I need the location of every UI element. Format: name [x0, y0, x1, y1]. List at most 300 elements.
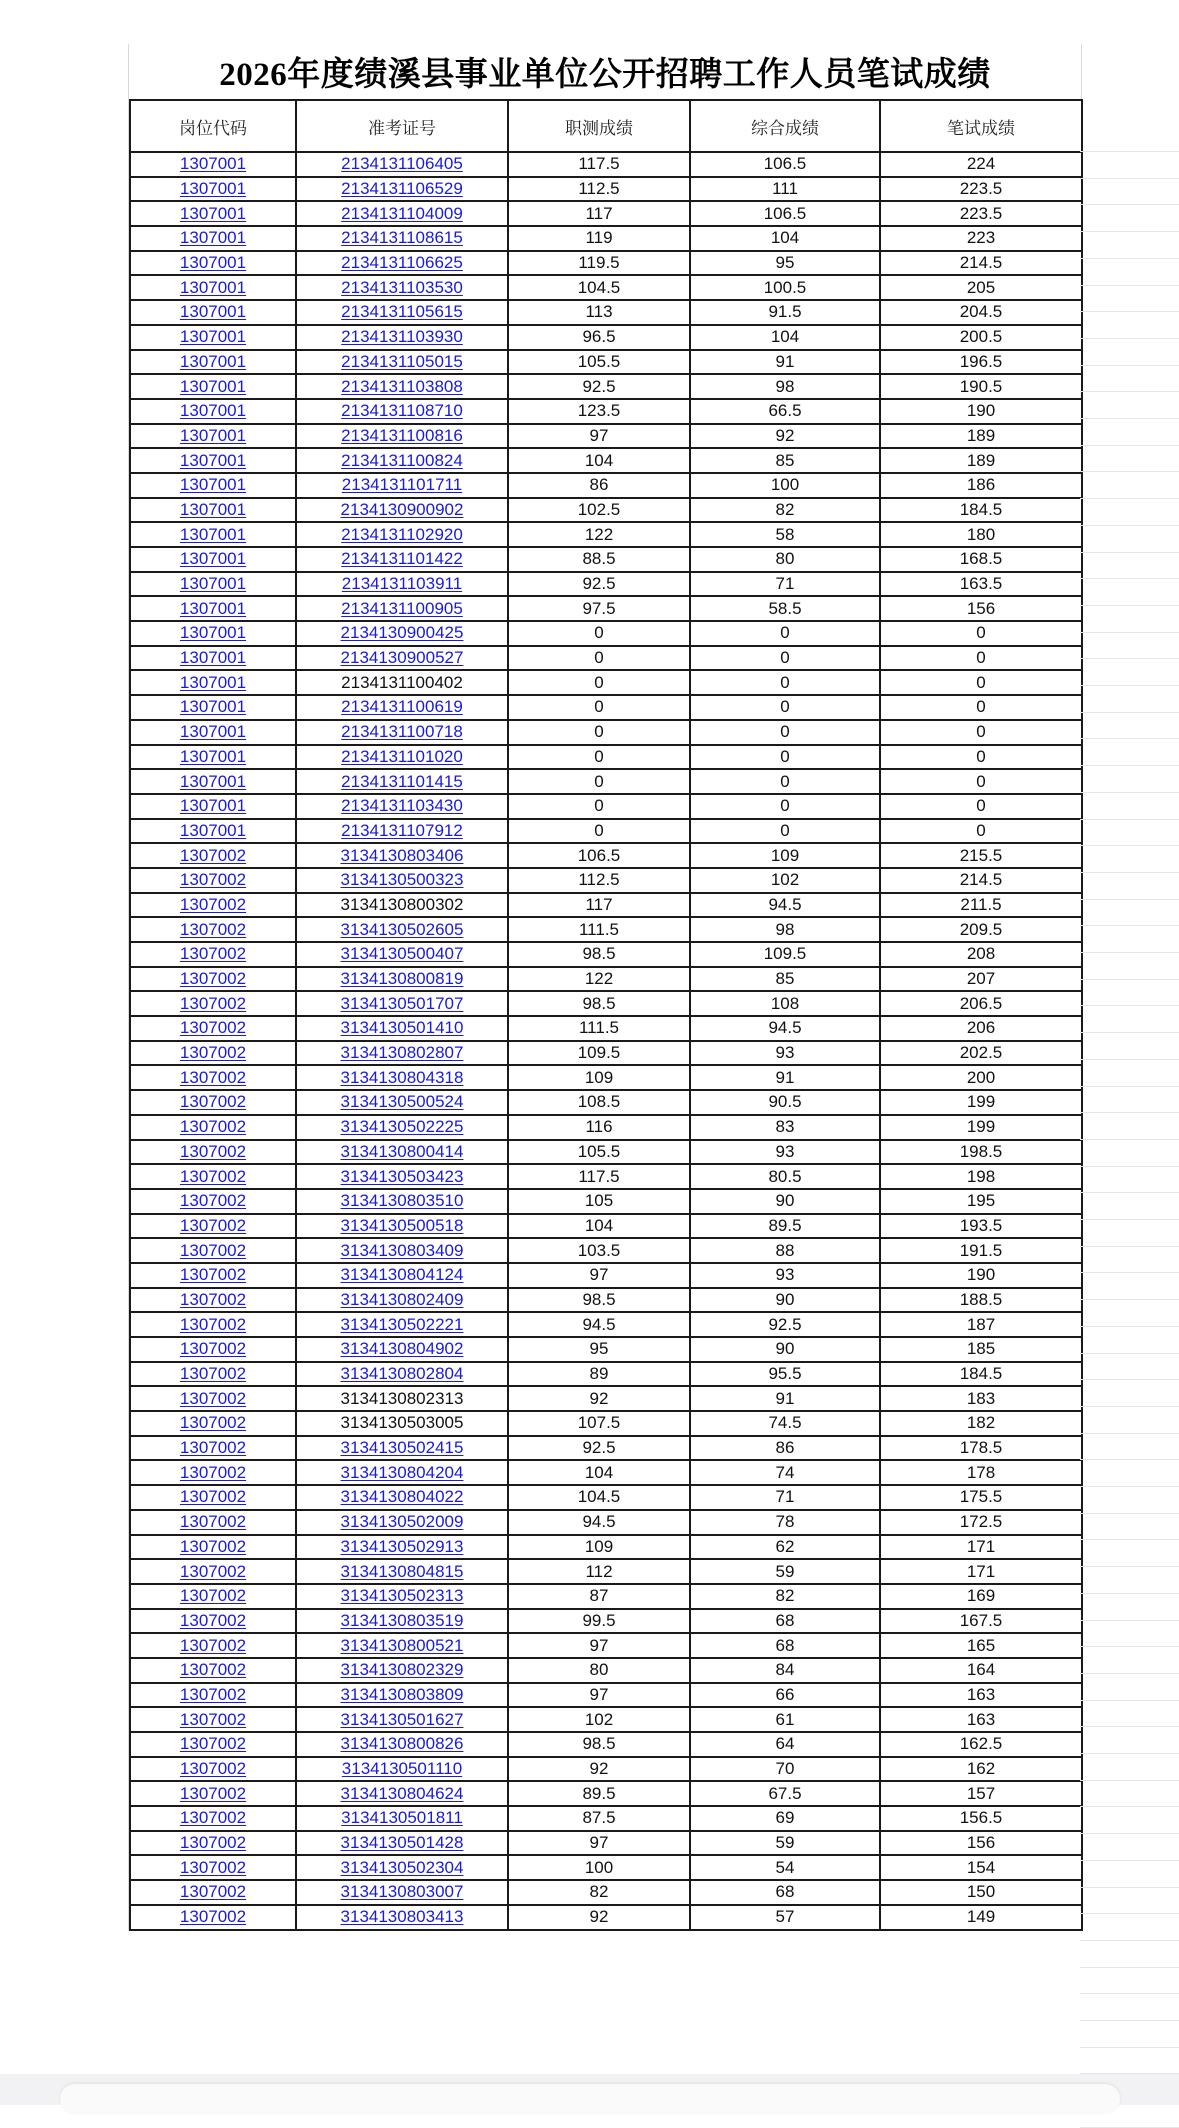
position-code-link[interactable]: 1307002 — [179, 1759, 247, 1779]
written-score-cell — [880, 794, 1082, 819]
admission-number-link[interactable]: 2134131101422 — [341, 549, 463, 569]
admission-number-link[interactable]: 3134130804902 — [340, 1339, 464, 1359]
gutter-gridline — [1080, 1166, 1179, 1167]
gutter-gridline — [1080, 1406, 1179, 1407]
position-code-link[interactable]: 1307002 — [179, 1339, 247, 1359]
admission-number-link[interactable]: 3134130502913 — [340, 1536, 464, 1556]
admission-number-link[interactable]: 3134130804022 — [340, 1487, 464, 1507]
comprehensive-score-cell — [690, 1065, 880, 1090]
admission-number-link[interactable]: 2134131107912 — [341, 820, 463, 840]
written-score-cell — [880, 1609, 1082, 1634]
column-header-comprehensive-score: 综合成绩 — [690, 100, 880, 152]
position-code-link[interactable]: 1307001 — [179, 203, 247, 223]
gutter-gridline — [1080, 632, 1179, 633]
aptitude-score-cell — [508, 843, 690, 868]
position-code-link[interactable]: 1307002 — [179, 1857, 247, 1877]
comprehensive-score: 58 — [775, 524, 795, 544]
admission-number-cell — [296, 1312, 508, 1337]
written-score-cell — [880, 152, 1082, 177]
position-code-link[interactable]: 1307001 — [179, 746, 247, 766]
comprehensive-score-cell — [690, 1140, 880, 1165]
admission-number-cell — [296, 1090, 508, 1115]
comprehensive-score: 57 — [775, 1907, 795, 1927]
written-score-cell — [880, 473, 1082, 498]
position-code-link[interactable]: 1307002 — [179, 1018, 247, 1038]
written-score-cell — [880, 1238, 1082, 1263]
position-code-link-cell — [130, 1510, 296, 1535]
table-row — [130, 967, 1082, 992]
table-row — [130, 1436, 1082, 1461]
position-code-link-cell — [130, 1757, 296, 1782]
aptitude-score: 117 — [585, 203, 613, 223]
position-code-link[interactable]: 1307002 — [179, 1240, 247, 1260]
gutter-gridline — [1080, 498, 1179, 499]
position-code-link-cell — [130, 942, 296, 967]
admission-number-cell — [296, 1633, 508, 1658]
table-row — [130, 572, 1082, 597]
admission-number-link[interactable]: 3134130802804 — [340, 1364, 464, 1384]
comprehensive-score: 95.5 — [768, 1364, 802, 1384]
table-row — [130, 1460, 1082, 1485]
admission-number-link[interactable]: 2134131100619 — [341, 697, 463, 717]
admission-number-cell — [296, 1905, 508, 1930]
admission-number-link[interactable]: 2134131108615 — [341, 228, 463, 248]
admission-number-link[interactable]: 3134130800826 — [340, 1734, 464, 1754]
aptitude-score-cell — [508, 967, 690, 992]
aptitude-score: 105 — [584, 1191, 614, 1211]
position-code-link[interactable]: 1307001 — [179, 179, 247, 199]
admission-number-link[interactable]: 3134130502605 — [340, 919, 464, 939]
admission-number-link[interactable]: 3134130501811 — [341, 1808, 463, 1828]
position-code-link[interactable]: 1307002 — [179, 1709, 247, 1729]
position-code-link[interactable]: 1307002 — [179, 1734, 247, 1754]
position-code-link-cell — [130, 868, 296, 893]
column-header-aptitude-score: 职测成绩 — [508, 100, 690, 152]
aptitude-score-cell — [508, 1041, 690, 1066]
written-score-cell — [880, 374, 1082, 399]
position-code-link[interactable]: 1307002 — [179, 1536, 247, 1556]
gutter-gridline — [1080, 819, 1179, 820]
position-code-link[interactable]: 1307001 — [179, 376, 247, 396]
admission-number-link[interactable]: 3134130800819 — [340, 969, 464, 989]
admission-number-link[interactable]: 2134131105615 — [341, 302, 463, 322]
admission-number-link[interactable]: 2134131103430 — [341, 796, 463, 816]
position-code-link[interactable]: 1307002 — [179, 1191, 247, 1211]
admission-number-cell — [296, 498, 508, 523]
aptitude-score: 99.5 — [582, 1610, 616, 1630]
comprehensive-score: 89.5 — [768, 1215, 802, 1235]
admission-number-cell — [296, 399, 508, 424]
admission-number-link[interactable]: 3134130502415 — [340, 1438, 464, 1458]
written-score-cell — [880, 621, 1082, 646]
table-row — [130, 1065, 1082, 1090]
admission-number-link[interactable]: 3134130803413 — [340, 1907, 464, 1927]
admission-number-link[interactable]: 3134130500518 — [340, 1215, 464, 1235]
aptitude-score: 97 — [589, 1265, 609, 1285]
written-score-cell — [880, 695, 1082, 720]
aptitude-score: 117.5 — [578, 1166, 620, 1186]
comprehensive-score: 70 — [775, 1759, 795, 1779]
aptitude-score: 117.5 — [578, 154, 620, 174]
written-score: 0 — [976, 623, 986, 643]
position-code-link[interactable]: 1307002 — [179, 1166, 247, 1186]
admission-number-link[interactable]: 3134130501627 — [340, 1709, 464, 1729]
aptitude-score: 0 — [594, 697, 604, 717]
written-score-cell — [880, 1312, 1082, 1337]
written-score-cell — [880, 226, 1082, 251]
admission-number-cell — [296, 275, 508, 300]
aptitude-score: 100 — [584, 1857, 614, 1877]
position-code-link[interactable]: 1307001 — [179, 796, 247, 816]
position-code-link[interactable]: 1307002 — [179, 1117, 247, 1137]
written-score: 188.5 — [959, 1289, 1003, 1309]
position-code-link[interactable]: 1307002 — [179, 1487, 247, 1507]
gutter-gridline — [1080, 178, 1179, 179]
aptitude-score: 112 — [585, 1561, 613, 1581]
aptitude-score: 87.5 — [582, 1808, 616, 1828]
aptitude-score: 97.5 — [582, 598, 616, 618]
comprehensive-score-cell — [690, 769, 880, 794]
aptitude-score-cell — [508, 1781, 690, 1806]
admission-number-link[interactable]: 2134131101711 — [341, 475, 463, 495]
admission-number-link[interactable]: 3134130802409 — [340, 1289, 464, 1309]
comprehensive-score-cell — [690, 1411, 880, 1436]
admission-number-link[interactable]: 3134130804624 — [340, 1783, 464, 1803]
written-score: 206 — [966, 1018, 996, 1038]
table-row — [130, 1263, 1082, 1288]
aptitude-score: 0 — [594, 771, 604, 791]
admission-number-link[interactable]: 2134131103530 — [341, 277, 463, 297]
position-code-link[interactable]: 1307002 — [179, 1364, 247, 1384]
aptitude-score: 102.5 — [577, 499, 621, 519]
aptitude-score-cell — [508, 572, 690, 597]
admission-number-link[interactable]: 3134130803519 — [340, 1610, 464, 1630]
admission-number-link[interactable]: 2134131103911 — [341, 574, 463, 594]
position-code-link[interactable]: 1307002 — [179, 1413, 247, 1433]
admission-number-link[interactable]: 3134130803510 — [340, 1191, 464, 1211]
admission-number-link[interactable]: 2134130900425 — [340, 623, 464, 643]
gutter-gridline — [1080, 1539, 1179, 1540]
position-code-link[interactable]: 1307002 — [179, 1610, 247, 1630]
admission-number-link[interactable]: 3134130502009 — [340, 1512, 464, 1532]
position-code-link[interactable]: 1307002 — [179, 1314, 247, 1334]
position-code-link[interactable]: 1307001 — [179, 697, 247, 717]
aptitude-score-cell — [508, 991, 690, 1016]
gutter-gridline — [1080, 1513, 1179, 1514]
admission-number-link[interactable]: 3134130501707 — [340, 993, 464, 1013]
admission-number-cell — [296, 819, 508, 844]
aptitude-score: 0 — [594, 746, 604, 766]
position-code-link[interactable]: 1307002 — [179, 1215, 247, 1235]
position-code-link[interactable]: 1307001 — [179, 598, 247, 618]
aptitude-score-cell — [508, 1683, 690, 1708]
admission-number-link[interactable]: 2134130900902 — [340, 499, 464, 519]
position-code-link[interactable]: 1307002 — [179, 1561, 247, 1581]
admission-number-cell — [296, 201, 508, 226]
admission-number-link[interactable]: 2134131106405 — [341, 154, 463, 174]
position-code-link[interactable]: 1307001 — [179, 475, 247, 495]
table-row — [130, 769, 1082, 794]
position-code-link[interactable]: 1307001 — [179, 549, 247, 569]
position-code-link[interactable]: 1307002 — [179, 1512, 247, 1532]
gutter-gridline — [1080, 445, 1179, 446]
comprehensive-score-cell — [690, 1090, 880, 1115]
table-row — [130, 1016, 1082, 1041]
aptitude-score-cell — [508, 794, 690, 819]
position-code-link-cell — [130, 1436, 296, 1461]
position-code-link[interactable]: 1307002 — [179, 1660, 247, 1680]
written-score-cell — [880, 819, 1082, 844]
comprehensive-score: 94.5 — [768, 1018, 802, 1038]
comprehensive-score-cell — [690, 1460, 880, 1485]
position-code-link[interactable]: 1307001 — [179, 771, 247, 791]
admission-number-link[interactable]: 3134130502225 — [340, 1117, 464, 1137]
aptitude-score-cell — [508, 1189, 690, 1214]
aptitude-score-cell — [508, 1337, 690, 1362]
written-score: 215.5 — [959, 845, 1003, 865]
position-code-link[interactable]: 1307002 — [179, 1289, 247, 1309]
position-code-link[interactable]: 1307002 — [179, 1833, 247, 1853]
aptitude-score-cell — [508, 1535, 690, 1560]
admission-number-link[interactable]: 2134131100824 — [341, 450, 463, 470]
title-row — [129, 44, 1082, 99]
written-score: 178 — [966, 1462, 996, 1482]
table-row — [130, 300, 1082, 325]
position-code-link[interactable]: 1307002 — [179, 1882, 247, 1902]
written-score-cell — [880, 1831, 1082, 1856]
admission-number-link[interactable]: 3134130802329 — [340, 1660, 464, 1680]
admission-number-link[interactable]: 2134131101415 — [341, 771, 463, 791]
position-code-link[interactable]: 1307001 — [179, 302, 247, 322]
position-code-link[interactable]: 1307002 — [179, 1586, 247, 1606]
position-code-link[interactable]: 1307001 — [179, 648, 247, 668]
comprehensive-score-cell — [690, 1312, 880, 1337]
comprehensive-score: 0 — [780, 820, 790, 840]
position-code-link-cell — [130, 1115, 296, 1140]
admission-number-link[interactable]: 3134130804204 — [340, 1462, 464, 1482]
position-code-link[interactable]: 1307002 — [179, 894, 247, 914]
position-code-link[interactable]: 1307002 — [179, 1907, 247, 1927]
comprehensive-score: 64 — [775, 1734, 795, 1754]
table-row — [130, 201, 1082, 226]
admission-number-link[interactable]: 2134131100718 — [341, 722, 463, 742]
position-code-link[interactable]: 1307001 — [179, 820, 247, 840]
table-row — [130, 350, 1082, 375]
admission-number-link[interactable]: 3134130800521 — [340, 1635, 464, 1655]
position-code-link[interactable]: 1307002 — [179, 1808, 247, 1828]
position-code-link[interactable]: 1307001 — [179, 722, 247, 742]
admission-number-link[interactable]: 3134130501410 — [340, 1018, 464, 1038]
position-code-link-cell — [130, 1263, 296, 1288]
admission-number-link[interactable]: 2134131106625 — [341, 253, 463, 273]
position-code-link[interactable]: 1307001 — [179, 425, 247, 445]
aptitude-score-cell — [508, 226, 690, 251]
admission-number: 2134131100402 — [341, 672, 463, 692]
comprehensive-score: 80 — [775, 549, 795, 569]
admission-number-link[interactable]: 2134131105015 — [341, 351, 463, 371]
admission-number-link[interactable]: 3134130802807 — [340, 1043, 464, 1063]
admission-number-link[interactable]: 3134130803406 — [340, 845, 464, 865]
written-score-cell — [880, 1263, 1082, 1288]
admission-number-cell — [296, 769, 508, 794]
position-code-link[interactable]: 1307001 — [179, 499, 247, 519]
comprehensive-score-cell — [690, 201, 880, 226]
position-code-link[interactable]: 1307002 — [179, 1462, 247, 1482]
aptitude-score: 89.5 — [582, 1783, 616, 1803]
position-code-link[interactable]: 1307002 — [179, 1783, 247, 1803]
position-code-link[interactable]: 1307001 — [179, 450, 247, 470]
written-score: 180 — [966, 524, 996, 544]
admission-number-cell — [296, 1460, 508, 1485]
position-code-link[interactable]: 1307002 — [179, 870, 247, 890]
aptitude-score-cell — [508, 646, 690, 671]
written-score-cell — [880, 646, 1082, 671]
position-code-link[interactable]: 1307002 — [179, 1265, 247, 1285]
table-row — [130, 843, 1082, 868]
gutter-gridline — [1080, 1299, 1179, 1300]
position-code-link[interactable]: 1307002 — [179, 993, 247, 1013]
written-score: 204.5 — [959, 302, 1003, 322]
aptitude-score-cell — [508, 1460, 690, 1485]
position-code-link[interactable]: 1307001 — [179, 623, 247, 643]
written-score-cell — [880, 1510, 1082, 1535]
gutter-gridline — [1080, 1673, 1179, 1674]
admission-number-link[interactable]: 2134131103808 — [341, 376, 463, 396]
position-code-link[interactable]: 1307001 — [179, 154, 247, 174]
admission-number-link[interactable]: 3134130500524 — [340, 1092, 464, 1112]
admission-number-link[interactable]: 3134130502221 — [340, 1314, 464, 1334]
admission-number-link[interactable]: 2134131101020 — [341, 746, 463, 766]
admission-number-link[interactable]: 3134130803809 — [340, 1684, 464, 1704]
aptitude-score-cell — [508, 1288, 690, 1313]
admission-number-link[interactable]: 2134131102920 — [341, 524, 463, 544]
table-row — [130, 1386, 1082, 1411]
position-code-link[interactable]: 1307001 — [179, 351, 247, 371]
admission-number-link[interactable]: 3134130501110 — [341, 1759, 463, 1779]
admission-number-cell — [296, 1584, 508, 1609]
admission-number-cell — [296, 448, 508, 473]
table-row — [130, 424, 1082, 449]
admission-number-link[interactable]: 3134130501428 — [340, 1833, 464, 1853]
admission-number-link[interactable]: 3134130503423 — [340, 1166, 464, 1186]
admission-number-link[interactable]: 3134130804815 — [340, 1561, 464, 1581]
aptitude-score: 92.5 — [582, 1438, 616, 1458]
aptitude-score: 97 — [589, 1684, 609, 1704]
admission-number-cell — [296, 251, 508, 276]
aptitude-score: 111.5 — [578, 1018, 620, 1038]
position-code-link[interactable]: 1307001 — [179, 401, 247, 421]
position-code-link[interactable]: 1307001 — [179, 327, 247, 347]
position-code-link[interactable]: 1307002 — [179, 1141, 247, 1161]
position-code-link-cell — [130, 275, 296, 300]
admission-number-link[interactable]: 3134130500407 — [340, 944, 464, 964]
table-row — [130, 1781, 1082, 1806]
position-code-link[interactable]: 1307001 — [179, 672, 247, 692]
position-code-link-cell — [130, 1633, 296, 1658]
comprehensive-score: 68 — [775, 1610, 795, 1630]
comprehensive-score-cell — [690, 226, 880, 251]
position-code-link[interactable]: 1307002 — [179, 1635, 247, 1655]
position-code-link[interactable]: 1307002 — [179, 1092, 247, 1112]
position-code-link-cell — [130, 843, 296, 868]
admission-number-link[interactable]: 2134131100816 — [341, 425, 463, 445]
written-score: 163.5 — [959, 574, 1003, 594]
admission-number-link[interactable]: 3134130804124 — [340, 1265, 464, 1285]
position-code-link[interactable]: 1307002 — [179, 1388, 247, 1408]
admission-number-link[interactable]: 2134131106529 — [341, 179, 463, 199]
position-code-link-cell — [130, 819, 296, 844]
admission-number-link[interactable]: 3134130502304 — [340, 1857, 464, 1877]
gutter-gridline — [1080, 391, 1179, 392]
position-code-link[interactable]: 1307002 — [179, 1438, 247, 1458]
position-code-link[interactable]: 1307001 — [179, 574, 247, 594]
position-code-link-cell — [130, 1905, 296, 1930]
position-code-link-cell — [130, 547, 296, 572]
written-score-cell — [880, 1584, 1082, 1609]
table-row — [130, 1732, 1082, 1757]
admission-number-link[interactable]: 2134130900527 — [340, 648, 464, 668]
position-code-link[interactable]: 1307002 — [179, 944, 247, 964]
admission-number-link[interactable]: 2134131103930 — [341, 327, 463, 347]
admission-number-link[interactable]: 3134130803409 — [340, 1240, 464, 1260]
gutter-gridline — [1080, 1967, 1179, 1968]
gutter-gridline — [1080, 1993, 1179, 1994]
admission-number-link[interactable]: 3134130500323 — [340, 870, 464, 890]
position-code-link[interactable]: 1307002 — [179, 845, 247, 865]
admission-number-link[interactable]: 2134131104009 — [341, 203, 463, 223]
score-table — [129, 99, 1083, 1931]
admission-number-link[interactable]: 3134130803007 — [340, 1882, 464, 1902]
admission-number-cell — [296, 967, 508, 992]
gutter-gridline — [1080, 845, 1179, 846]
aptitude-score: 111.5 — [578, 919, 620, 939]
admission-number-cell — [296, 1115, 508, 1140]
position-code-link[interactable]: 1307001 — [179, 228, 247, 248]
comprehensive-score: 109 — [770, 845, 800, 865]
comprehensive-score: 68 — [775, 1635, 795, 1655]
table-row — [130, 251, 1082, 276]
position-code-link[interactable]: 1307002 — [179, 919, 247, 939]
admission-number-cell — [296, 1238, 508, 1263]
written-score: 207 — [966, 969, 996, 989]
comprehensive-score: 88 — [775, 1240, 795, 1260]
position-code-link[interactable]: 1307001 — [179, 277, 247, 297]
position-code-link[interactable]: 1307002 — [179, 1684, 247, 1704]
written-score: 163 — [966, 1684, 996, 1704]
aptitude-score-cell — [508, 473, 690, 498]
admission-number-link[interactable]: 2134131100905 — [341, 598, 463, 618]
gutter-gridline — [1080, 1860, 1179, 1861]
comprehensive-score: 102 — [770, 870, 800, 890]
position-code-link-cell — [130, 1732, 296, 1757]
comprehensive-score-cell — [690, 1041, 880, 1066]
admission-number-link[interactable]: 2134131108710 — [341, 401, 463, 421]
position-code-link[interactable]: 1307002 — [179, 1043, 247, 1063]
position-code-link-cell — [130, 325, 296, 350]
admission-number-link[interactable]: 3134130804318 — [340, 1067, 464, 1087]
admission-number-link[interactable]: 3134130502313 — [340, 1586, 464, 1606]
written-score: 206.5 — [959, 993, 1003, 1013]
gutter-gridline — [1080, 712, 1179, 713]
comprehensive-score-cell — [690, 1781, 880, 1806]
table-row — [130, 991, 1082, 1016]
position-code-link[interactable]: 1307001 — [179, 253, 247, 273]
comprehensive-score: 109.5 — [763, 944, 807, 964]
position-code-link[interactable]: 1307002 — [179, 969, 247, 989]
admission-number-link[interactable]: 3134130800414 — [340, 1141, 464, 1161]
position-code-link[interactable]: 1307001 — [179, 524, 247, 544]
position-code-link[interactable]: 1307002 — [179, 1067, 247, 1087]
